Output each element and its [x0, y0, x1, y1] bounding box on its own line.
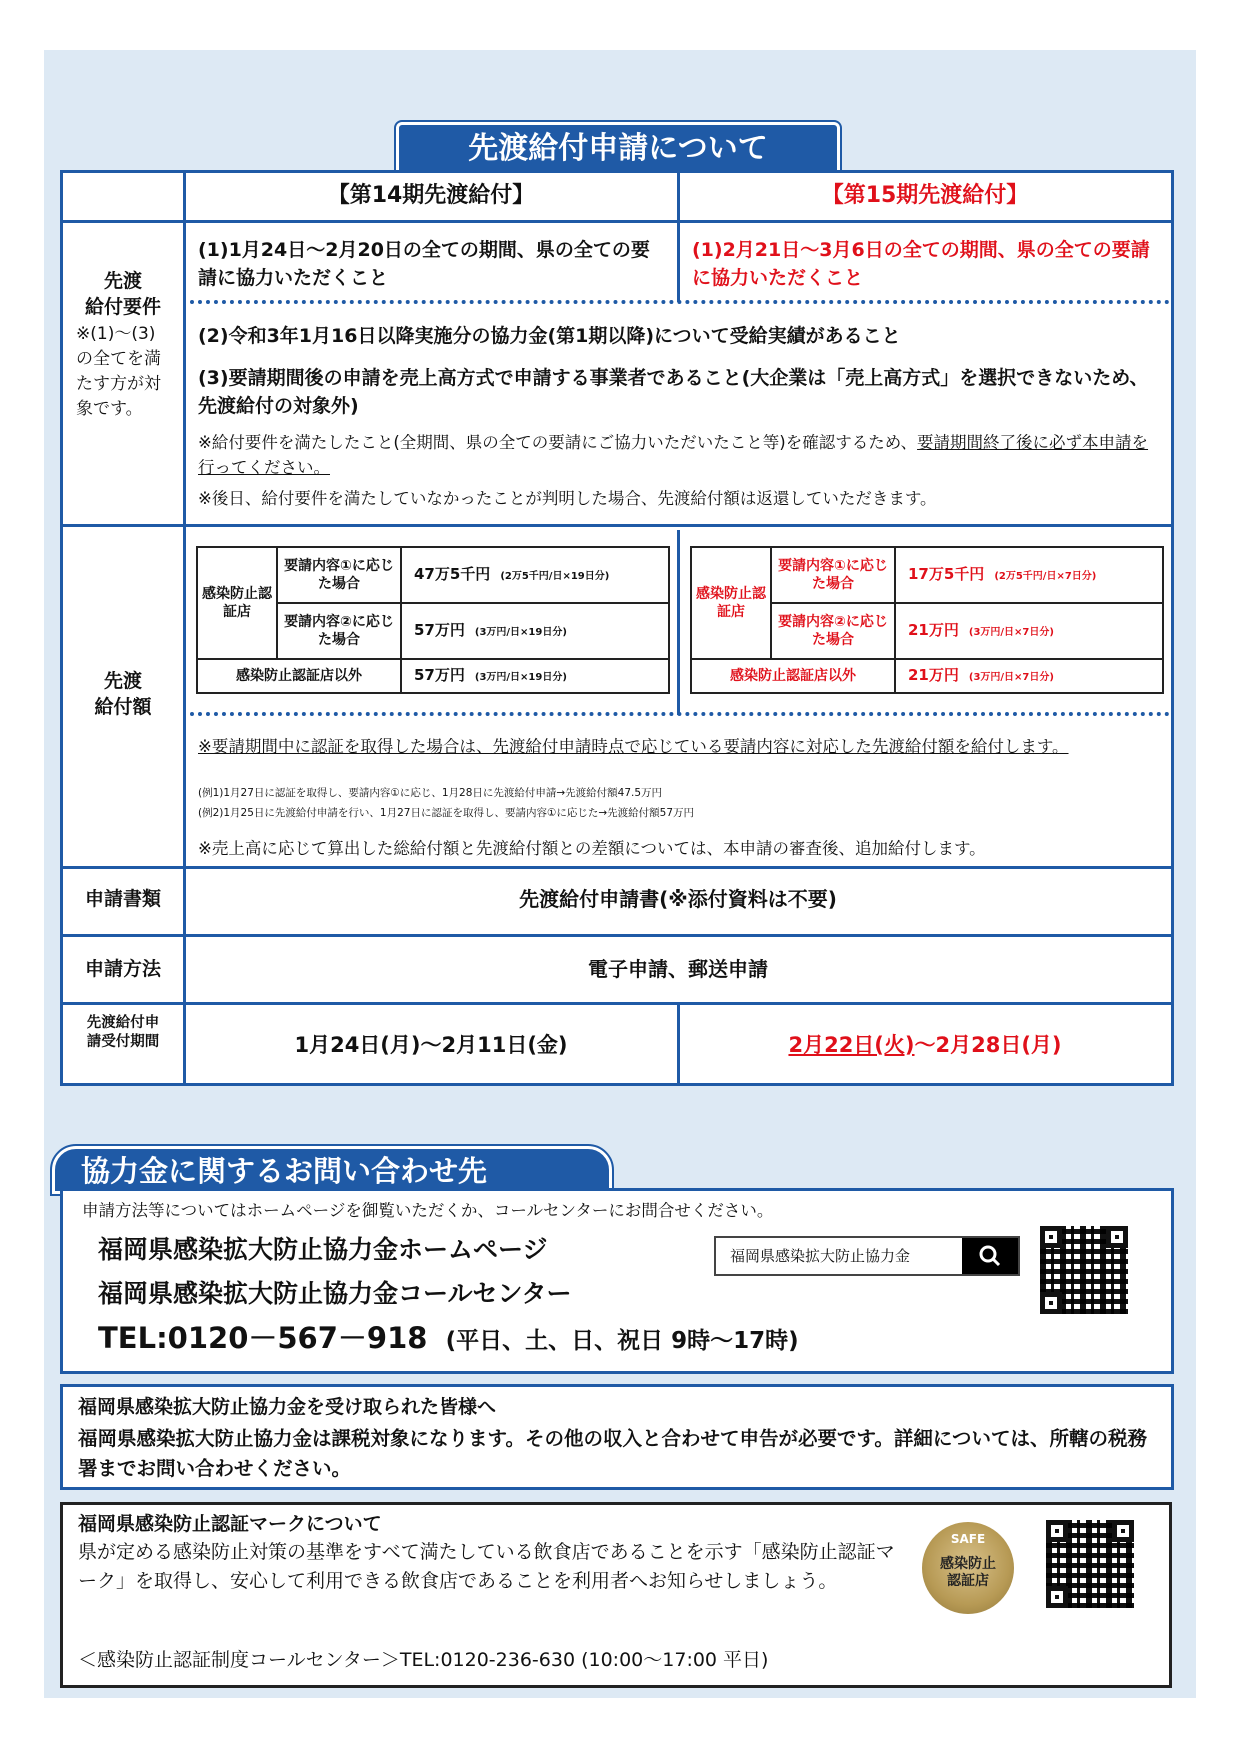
other-amount [401, 659, 669, 693]
search-icon [962, 1238, 1018, 1274]
row2-amount [895, 603, 1163, 659]
cert-title: 福岡県感染防止認証マークについて [78, 1513, 382, 1535]
qr-corner [1040, 1226, 1062, 1248]
row1-calc: (2万5千円/日×19日分) [500, 570, 610, 582]
req-label [64, 268, 182, 320]
search-button[interactable] [962, 1238, 1018, 1274]
other-value: 21万円 [908, 665, 959, 684]
period-15-start: 2月22日(火) [788, 1033, 915, 1057]
tel-hours: (平日、土、日、祝日 9時～17時) [445, 1328, 799, 1354]
table-divider [183, 170, 186, 1086]
tax-notice-line1: 福岡県感染拡大防止協力金を受け取られた皆様へ [78, 1396, 497, 1418]
contact-intro: 申請方法等についてはホームページを御覧いただくか、コールセンターにお問合せください。 [82, 1201, 774, 1220]
certified-store-cell: 感染防止認証店 [691, 547, 771, 659]
row2-label: 要請内容②に応じた場合 [277, 603, 401, 659]
col15-header: 【第15期先渡給付】 [821, 183, 1029, 208]
req-note1-b: 要請期間終了後に必ず本申請を行ってください。 [198, 433, 1149, 477]
cert-callcenter: ＜感染防止認証制度コールセンター＞TEL:0120-236-630 (10:00～17:00 平日) [78, 1649, 769, 1671]
other-value: 57万円 [414, 665, 465, 684]
qr-corner [1046, 1586, 1068, 1608]
amount-example1: (例1)1月27日に認証を取得し、要請内容①に応じ、1月28日に先渡給付申請→先渡給付額47.5万円 [198, 787, 663, 799]
qr-corner [1112, 1520, 1134, 1542]
period-15-end: ～2月28日(月) [914, 1033, 1062, 1057]
amount-note1: ※要請期間中に認証を取得した場合は、先渡給付申請時点で応じている要請内容に対応した先渡給付額を給付します。 [198, 737, 1069, 756]
homepage-name: 福岡県感染拡大防止協力金ホームページ [98, 1235, 548, 1264]
period-15 [680, 1030, 1170, 1060]
tax-notice-line2: 福岡県感染拡大防止協力金は課税対象になります。その他の収入と合わせて申告が必要です。詳細については、所轄の税務署までお問い合わせください。 [78, 1427, 1147, 1480]
table-divider [677, 530, 680, 715]
req1-15: (1)2月21日～3月6日の全ての期間、県の全ての要請に協力いただくこと [692, 239, 1150, 289]
qr-corner [1046, 1520, 1068, 1542]
other-amount [895, 659, 1163, 693]
amount-table-15 [690, 546, 1164, 694]
table-divider [60, 934, 1174, 937]
badge-main-text: 感染防止認証店 [940, 1556, 996, 1589]
req-label-note: ※(1)～(3)の全てを満たす方が対象です。 [76, 324, 161, 419]
row1-value: 17万5千円 [908, 564, 985, 583]
table-divider [60, 220, 1174, 223]
other-calc: (3万円/日×7日分) [968, 671, 1054, 683]
req-label-line2: 給付要件 [84, 296, 161, 318]
row2-label: 要請内容②に応じた場合 [771, 603, 895, 659]
docs-label: 申請書類 [84, 888, 161, 910]
contact-heading: 協力金に関するお問い合わせ先 [52, 1146, 612, 1194]
amount-example2: (例2)1月25日に先渡給付申請を行い、1月27日に認証を取得し、要請内容①に応じた→先渡給付額57万円 [198, 807, 695, 819]
row2-calc: (3万円/日×19日分) [474, 626, 567, 638]
row2-amount [401, 603, 669, 659]
qr-corner [1106, 1226, 1128, 1248]
amount-label-line1: 先渡 [103, 670, 142, 692]
amount-note2: ※売上高に応じて算出した総給付額と先渡給付額との差額については、本申請の審査後、追加給付します。 [198, 839, 986, 858]
callcenter-name: 福岡県感染拡大防止協力金コールセンター [98, 1279, 572, 1308]
req2: (2)令和3年1月16日以降実施分の協力金(第1期以降)について受給実績があること [198, 325, 901, 347]
req-note1-a: ※給付要件を満たしたこと(全期間、県の全ての要請にご協力いただいたこと等)を確認するため、 [198, 433, 918, 452]
homepage-search-box[interactable] [714, 1236, 1020, 1276]
row1-calc: (2万5千円/日×7日分) [994, 570, 1097, 582]
amount-label-line2: 給付額 [94, 696, 152, 718]
badge-top-text: SAFE [950, 1532, 986, 1546]
certified-store-cell: 感染防止認証店 [197, 547, 277, 659]
col14-header: 【第14期先渡給付】 [327, 183, 535, 208]
row1-amount [401, 547, 669, 603]
row2-value: 57万円 [414, 620, 465, 639]
cert-qr-code[interactable] [1046, 1520, 1134, 1608]
amount-table-14 [196, 546, 670, 694]
other-label: 感染防止認証店以外 [691, 659, 895, 693]
method-label: 申請方法 [84, 958, 161, 980]
docs-value: 先渡給付申請書(※添付資料は不要) [519, 887, 837, 911]
homepage-qr-code[interactable] [1040, 1226, 1128, 1314]
row1-label: 要請内容①に応じた場合 [771, 547, 895, 603]
certified-store-badge [922, 1522, 1014, 1614]
period-14: 1月24日(月)～2月11日(金) [294, 1033, 568, 1057]
dotted-separator [190, 712, 1170, 716]
callcenter-tel [98, 1318, 998, 1361]
row1-amount [895, 547, 1163, 603]
dotted-separator [190, 300, 1170, 304]
row2-value: 21万円 [908, 620, 959, 639]
req3: (3)要請期間後の申請を売上高方式で申請する事業者であること(大企業は「売上高方式」を選択できないため、先渡給付の対象外) [198, 367, 1149, 417]
cert-body: 県が定める感染防止対策の基準をすべて満たしている飲食店であることを示す「感染防止認証マーク」を取得し、安心して利用できる飲食店であることを利用者へお知らせしましょう。 [78, 1541, 895, 1592]
row1-value: 47万5千円 [414, 564, 491, 583]
amount-label [64, 668, 182, 720]
method-value: 電子申請、郵送申請 [588, 957, 768, 981]
main-title: 先渡給付申請について [396, 122, 840, 174]
tel-number: TEL:0120－567－918 [98, 1321, 428, 1355]
table-divider [60, 1002, 1174, 1005]
other-label: 感染防止認証店以外 [197, 659, 401, 693]
qr-corner [1040, 1292, 1062, 1314]
row2-calc: (3万円/日×7日分) [968, 626, 1054, 638]
other-calc: (3万円/日×19日分) [474, 671, 567, 683]
req-note2: ※後日、給付要件を満たしていなかったことが判明した場合、先渡給付額は返還していただきます。 [198, 489, 937, 508]
req-label-line1: 先渡 [103, 270, 142, 292]
req1-14: (1)1月24日～2月20日の全ての期間、県の全ての要請に協力いただくこと [198, 239, 650, 289]
period-label: 先渡給付申請受付期間 [86, 1015, 160, 1050]
table-divider [60, 524, 1174, 527]
table-divider [677, 222, 680, 302]
req-note1 [198, 430, 1158, 480]
table-divider [60, 866, 1174, 869]
row1-label: 要請内容①に応じた場合 [277, 547, 401, 603]
search-input[interactable]: 福岡県感染拡大防止協力金 [730, 1247, 911, 1265]
